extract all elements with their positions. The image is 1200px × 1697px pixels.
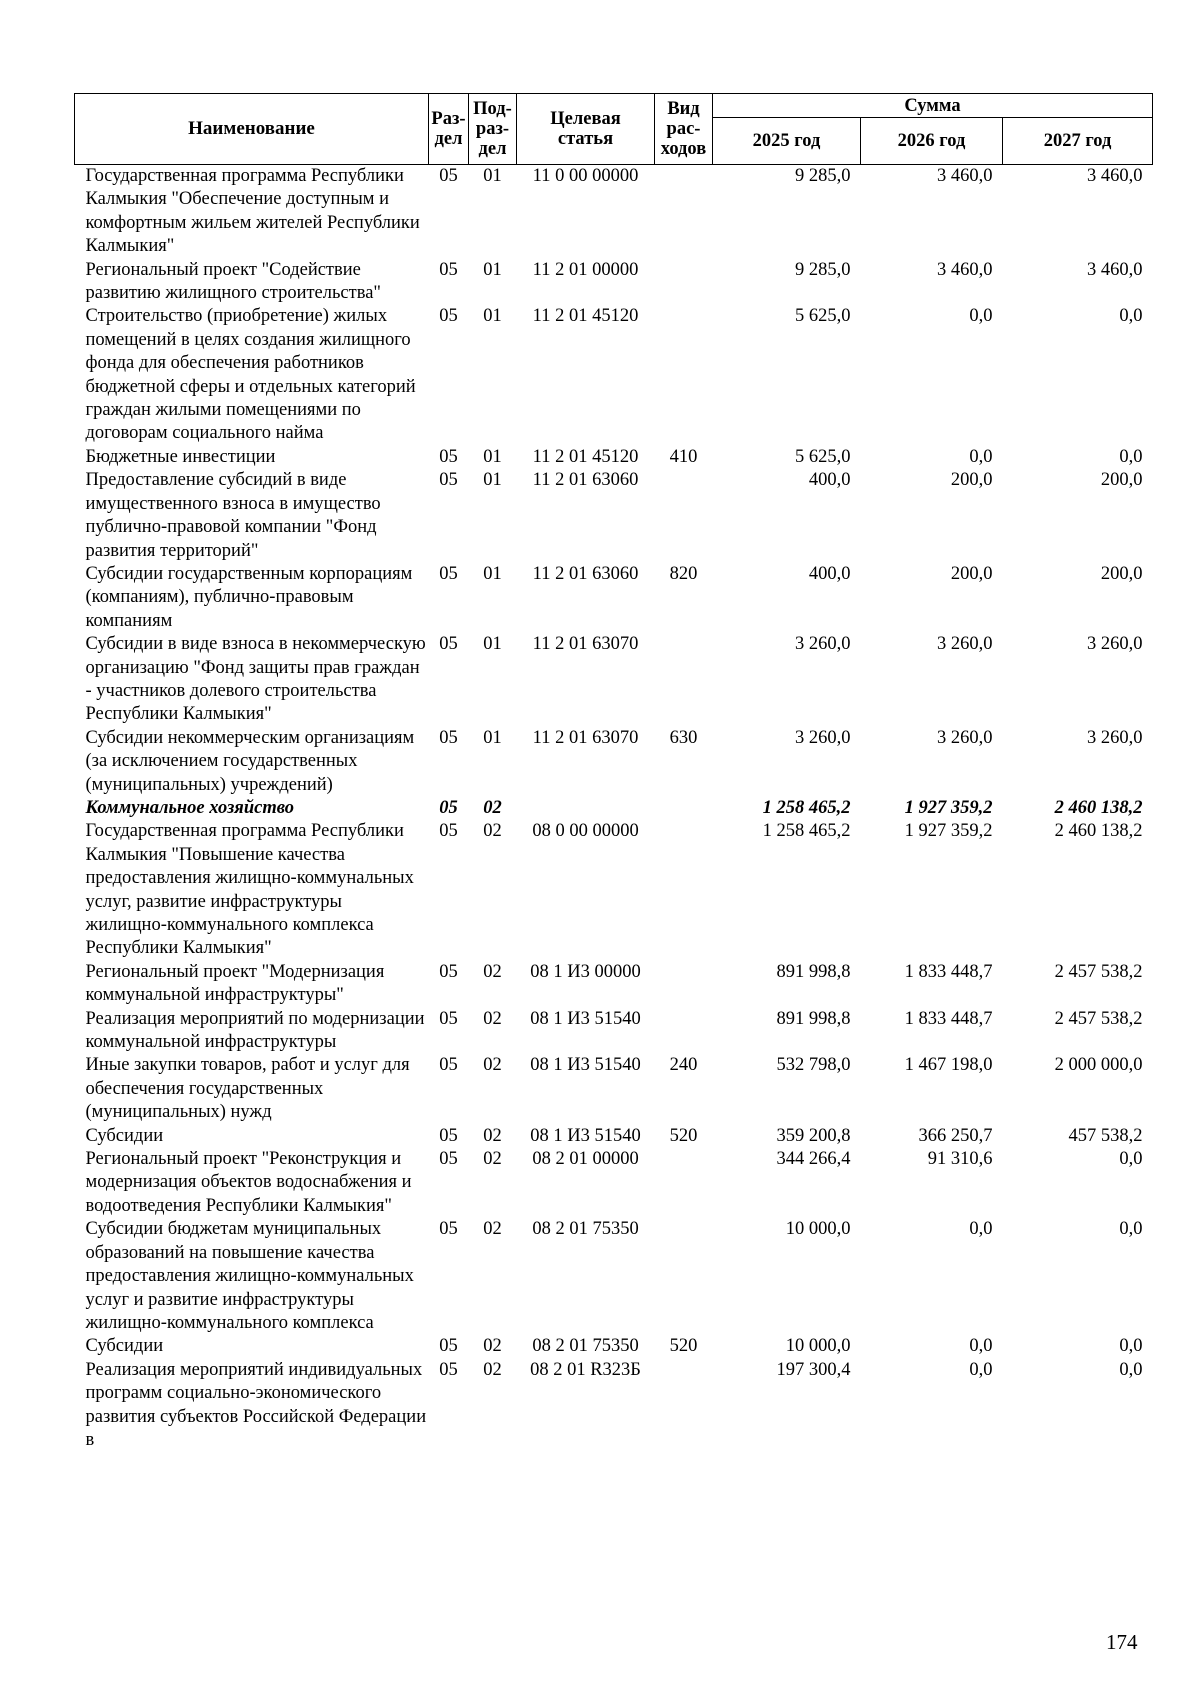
row-sum-2025: 5 625,0 bbox=[795, 446, 851, 467]
row-sum-2025: 3 260,0 bbox=[795, 727, 851, 748]
row-sum-2025: 197 300,4 bbox=[776, 1359, 851, 1380]
row-sum-2025: 532 798,0 bbox=[776, 1055, 851, 1076]
table-row bbox=[75, 820, 1153, 960]
row-tselevaya-statya: 08 1 И3 51540 bbox=[530, 1008, 641, 1029]
table-row bbox=[75, 727, 1153, 797]
row-tselevaya-statya: 08 2 01 R323Б bbox=[530, 1359, 641, 1380]
row-razdel: 05 bbox=[439, 1149, 458, 1170]
row-sum-2027: 0,0 bbox=[1119, 1336, 1143, 1357]
row-razdel: 05 bbox=[439, 797, 458, 818]
row-name: Субсидии государственным корпорациям (компаниям), публично-правовым компаниям bbox=[85, 563, 413, 631]
table-row bbox=[75, 633, 1153, 727]
row-sum-2027: 3 460,0 bbox=[1087, 259, 1143, 280]
row-podrazdel: 02 bbox=[483, 1336, 502, 1357]
row-sum-2027: 0,0 bbox=[1119, 1359, 1143, 1380]
row-razdel: 05 bbox=[439, 470, 458, 491]
row-sum-2025: 1 258 465,2 bbox=[762, 821, 851, 842]
row-sum-2027: 0,0 bbox=[1119, 306, 1143, 327]
row-razdel: 05 bbox=[439, 446, 458, 467]
row-tselevaya-statya: 11 0 00 00000 bbox=[532, 166, 639, 186]
table-row bbox=[75, 165, 1153, 259]
row-vid-rashodov bbox=[655, 1008, 713, 1055]
row-vid-rashodov bbox=[655, 305, 713, 445]
row-vid-rashodov: 410 bbox=[669, 446, 698, 467]
row-vid-rashodov bbox=[655, 165, 713, 259]
row-razdel: 05 bbox=[439, 1336, 458, 1357]
row-sum-2025: 400,0 bbox=[808, 563, 851, 584]
row-podrazdel: 01 bbox=[483, 306, 502, 327]
row-vid-rashodov bbox=[655, 1218, 713, 1335]
header-name: Наименование bbox=[75, 94, 429, 165]
row-name: Субсидии в виде взноса в некоммерческую организацию "Фонд защиты прав граждан - участников долевого строительства Республики Калмыкия" bbox=[85, 634, 426, 725]
row-tselevaya-statya bbox=[517, 797, 655, 820]
row-sum-2026: 91 310,6 bbox=[927, 1149, 993, 1170]
row-sum-2026: 1 927 359,2 bbox=[904, 797, 993, 818]
row-name: Государственная программа Республики Калмыкия "Повышение качества предоставления жилищно-коммунальных услуг, развитие инфраструктуры жилищно-коммунального комплекса Республики Калмыкия" bbox=[85, 821, 414, 959]
row-vid-rashodov bbox=[655, 961, 713, 1008]
row-sum-2027: 2 000 000,0 bbox=[1054, 1055, 1143, 1076]
row-name: Субсидии bbox=[85, 1125, 164, 1146]
row-sum-2027: 2 460 138,2 bbox=[1054, 821, 1143, 842]
header-vid-rashodov: Вид рас- ходов bbox=[655, 94, 713, 165]
row-sum-2027: 2 457 538,2 bbox=[1054, 1008, 1143, 1029]
row-tselevaya-statya: 11 2 01 63070 bbox=[532, 634, 639, 655]
row-sum-2027: 200,0 bbox=[1100, 563, 1143, 584]
row-sum-2026: 3 460,0 bbox=[937, 166, 993, 186]
row-razdel: 05 bbox=[439, 1125, 458, 1146]
table-row bbox=[75, 563, 1153, 633]
row-razdel: 05 bbox=[439, 306, 458, 327]
row-razdel: 05 bbox=[439, 1359, 458, 1380]
table-row bbox=[75, 797, 1153, 820]
row-sum-2026: 0,0 bbox=[969, 1359, 993, 1380]
row-name: Региональный проект "Реконструкция и модернизация объектов водоснабжения и водоотведения Республики Калмыкия" bbox=[85, 1149, 412, 1216]
row-podrazdel: 02 bbox=[483, 1125, 502, 1146]
row-sum-2027: 3 260,0 bbox=[1087, 634, 1143, 655]
row-sum-2025: 891 998,8 bbox=[776, 961, 851, 982]
table-body bbox=[75, 165, 1153, 1453]
row-sum-2027: 457 538,2 bbox=[1068, 1125, 1143, 1146]
row-podrazdel: 02 bbox=[483, 961, 502, 982]
row-sum-2026: 0,0 bbox=[969, 1219, 993, 1240]
row-tselevaya-statya: 08 2 01 75350 bbox=[532, 1336, 639, 1357]
row-razdel: 05 bbox=[439, 727, 458, 748]
row-name: Государственная программа Республики Калмыкия "Обеспечение доступным и комфортным жильем жителей Республики Калмыкия" bbox=[85, 166, 420, 257]
row-podrazdel: 01 bbox=[483, 446, 502, 467]
row-podrazdel: 01 bbox=[483, 563, 502, 584]
row-razdel: 05 bbox=[439, 563, 458, 584]
row-sum-2027: 2 460 138,2 bbox=[1054, 797, 1143, 818]
row-razdel: 05 bbox=[439, 259, 458, 280]
row-name: Бюджетные инвестиции bbox=[85, 446, 276, 467]
row-tselevaya-statya: 11 2 01 00000 bbox=[532, 259, 639, 280]
row-podrazdel: 01 bbox=[483, 259, 502, 280]
table-row bbox=[75, 305, 1153, 445]
row-razdel: 05 bbox=[439, 166, 458, 186]
row-podrazdel: 02 bbox=[483, 1149, 502, 1170]
row-tselevaya-statya: 11 2 01 63060 bbox=[532, 563, 639, 584]
table-row bbox=[75, 1359, 1153, 1453]
header-podrazdel: Под- раз- дел bbox=[469, 94, 517, 165]
row-sum-2026: 1 467 198,0 bbox=[904, 1055, 993, 1076]
row-sum-2026: 3 260,0 bbox=[937, 727, 993, 748]
row-podrazdel: 02 bbox=[483, 1008, 502, 1029]
row-name: Субсидии некоммерческим организациям (за исключением государственных (муниципальных) учреждений) bbox=[85, 727, 415, 795]
row-sum-2027: 0,0 bbox=[1119, 1149, 1143, 1170]
row-sum-2026: 200,0 bbox=[950, 563, 993, 584]
row-sum-2026: 1 833 448,7 bbox=[904, 1008, 993, 1029]
row-sum-2026: 1 833 448,7 bbox=[904, 961, 993, 982]
row-razdel: 05 bbox=[439, 1219, 458, 1240]
row-podrazdel: 02 bbox=[483, 1219, 502, 1240]
row-sum-2025: 10 000,0 bbox=[785, 1336, 851, 1357]
row-name: Предоставление субсидий в виде имущественного взноса в имущество публично-правовой компании "Фонд развития территорий" bbox=[85, 470, 381, 561]
row-tselevaya-statya: 08 2 01 00000 bbox=[532, 1149, 639, 1170]
row-razdel: 05 bbox=[439, 634, 458, 655]
header-tselevaya-statya: Целевая статья bbox=[517, 94, 655, 165]
table-row bbox=[75, 961, 1153, 1008]
table-row bbox=[75, 446, 1153, 469]
row-sum-2025: 344 266,4 bbox=[776, 1149, 851, 1170]
row-sum-2026: 0,0 bbox=[969, 446, 993, 467]
row-podrazdel: 01 bbox=[483, 470, 502, 491]
row-sum-2025: 400,0 bbox=[808, 470, 851, 491]
row-sum-2025: 9 285,0 bbox=[795, 166, 851, 186]
row-razdel: 05 bbox=[439, 1008, 458, 1029]
row-podrazdel: 01 bbox=[483, 634, 502, 655]
row-name: Субсидии bbox=[85, 1336, 164, 1357]
row-sum-2027: 0,0 bbox=[1119, 1219, 1143, 1240]
table-row bbox=[75, 1218, 1153, 1335]
row-sum-2026: 200,0 bbox=[950, 470, 993, 491]
row-sum-2025: 3 260,0 bbox=[795, 634, 851, 655]
table-row bbox=[75, 1008, 1153, 1055]
page-number: 174 bbox=[1106, 1630, 1138, 1654]
row-sum-2025: 10 000,0 bbox=[785, 1219, 851, 1240]
table-row bbox=[75, 1125, 1153, 1148]
row-name: Реализация мероприятий по модернизации коммунальной инфраструктуры bbox=[85, 1008, 425, 1053]
header-year-2027: 2027 год bbox=[1003, 118, 1153, 165]
row-tselevaya-statya: 08 1 И3 51540 bbox=[530, 1125, 641, 1146]
table-row bbox=[75, 469, 1153, 563]
row-name: Строительство (приобретение) жилых помещений в целях создания жилищного фонда для обеспечения работников бюджетной сферы и отдельных категорий граждан жилыми помещениями по договорам социального найма bbox=[85, 306, 416, 444]
row-tselevaya-statya: 08 2 01 75350 bbox=[532, 1219, 639, 1240]
row-sum-2025: 9 285,0 bbox=[795, 259, 851, 280]
row-vid-rashodov: 520 bbox=[669, 1336, 698, 1357]
row-tselevaya-statya: 08 1 И3 51540 bbox=[530, 1055, 641, 1076]
table-header bbox=[75, 94, 1153, 165]
row-vid-rashodov bbox=[655, 1359, 713, 1453]
header-razdel: Раз- дел bbox=[429, 94, 469, 165]
row-sum-2025: 5 625,0 bbox=[795, 306, 851, 327]
budget-table bbox=[74, 93, 1153, 1452]
header-year-2026: 2026 год bbox=[861, 118, 1003, 165]
row-sum-2027: 200,0 bbox=[1100, 470, 1143, 491]
row-name: Реализация мероприятий индивидуальных программ социально-экономического развития субъектов Российской Федерации в bbox=[85, 1359, 427, 1450]
row-podrazdel: 01 bbox=[483, 727, 502, 748]
row-sum-2027: 3 460,0 bbox=[1087, 166, 1143, 186]
row-name: Региональный проект "Содействие развитию жилищного строительства" bbox=[85, 259, 381, 304]
row-vid-rashodov bbox=[655, 633, 713, 727]
table-row bbox=[75, 1148, 1153, 1218]
row-vid-rashodov bbox=[655, 1148, 713, 1218]
row-tselevaya-statya: 11 2 01 45120 bbox=[532, 446, 639, 467]
row-name: Коммунальное хозяйство bbox=[85, 797, 294, 818]
row-vid-rashodov bbox=[655, 820, 713, 960]
row-sum-2027: 3 260,0 bbox=[1087, 727, 1143, 748]
row-sum-2027: 0,0 bbox=[1119, 446, 1143, 467]
row-tselevaya-statya: 08 0 00 00000 bbox=[532, 821, 639, 842]
row-razdel: 05 bbox=[439, 821, 458, 842]
row-sum-2026: 1 927 359,2 bbox=[904, 821, 993, 842]
row-sum-2025: 891 998,8 bbox=[776, 1008, 851, 1029]
row-vid-rashodov: 240 bbox=[669, 1055, 698, 1076]
row-sum-2025: 359 200,8 bbox=[776, 1125, 851, 1146]
row-razdel: 05 bbox=[439, 961, 458, 982]
row-name: Иные закупки товаров, работ и услуг для обеспечения государственных (муниципальных) нужд bbox=[85, 1055, 410, 1123]
table-row bbox=[75, 1054, 1153, 1124]
row-vid-rashodov bbox=[655, 469, 713, 563]
row-vid-rashodov bbox=[655, 259, 713, 306]
row-sum-2025: 1 258 465,2 bbox=[762, 797, 851, 818]
row-sum-2026: 0,0 bbox=[969, 306, 993, 327]
row-sum-2026: 3 460,0 bbox=[937, 259, 993, 280]
row-vid-rashodov: 630 bbox=[669, 727, 698, 748]
table-row bbox=[75, 259, 1153, 306]
row-tselevaya-statya: 11 2 01 63060 bbox=[532, 470, 639, 491]
row-podrazdel: 02 bbox=[483, 821, 502, 842]
row-name: Региональный проект "Модернизация коммунальной инфраструктуры" bbox=[85, 961, 385, 1006]
row-sum-2027: 2 457 538,2 bbox=[1054, 961, 1143, 982]
row-name: Субсидии бюджетам муниципальных образований на повышение качества предоставления жилищно-коммунальных услуг и развитие инфраструктуры жилищно-коммунального комплекса bbox=[85, 1219, 414, 1333]
row-vid-rashodov bbox=[655, 797, 713, 820]
row-sum-2026: 3 260,0 bbox=[937, 634, 993, 655]
header-summa: Сумма bbox=[713, 94, 1153, 118]
header-year-2025: 2025 год bbox=[713, 118, 861, 165]
row-tselevaya-statya: 11 2 01 45120 bbox=[532, 306, 639, 327]
row-sum-2026: 0,0 bbox=[969, 1336, 993, 1357]
row-razdel: 05 bbox=[439, 1055, 458, 1076]
row-tselevaya-statya: 08 1 И3 00000 bbox=[530, 961, 641, 982]
row-podrazdel: 02 bbox=[483, 797, 502, 818]
row-vid-rashodov: 820 bbox=[669, 563, 698, 584]
table-row bbox=[75, 1335, 1153, 1358]
row-sum-2026: 366 250,7 bbox=[918, 1125, 993, 1146]
row-tselevaya-statya: 11 2 01 63070 bbox=[532, 727, 639, 748]
row-podrazdel: 02 bbox=[483, 1055, 502, 1076]
row-podrazdel: 02 bbox=[483, 1359, 502, 1380]
row-vid-rashodov: 520 bbox=[669, 1125, 698, 1146]
row-podrazdel: 01 bbox=[483, 166, 502, 186]
